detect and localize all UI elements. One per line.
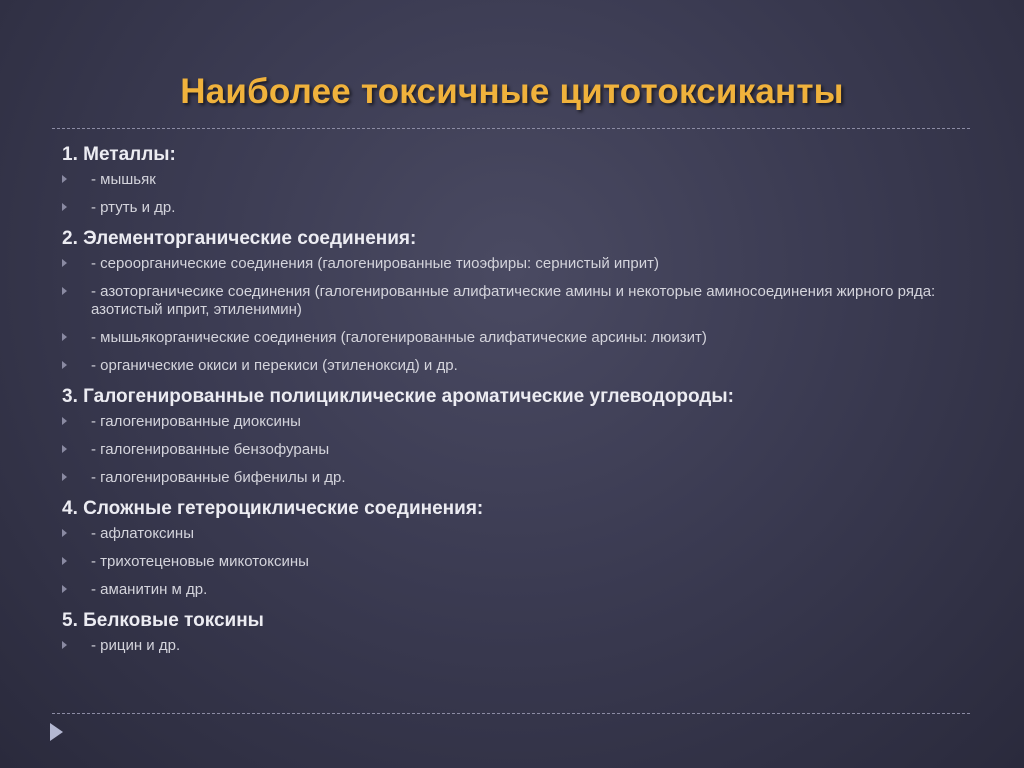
- list-item: [62, 637, 962, 655]
- list-item-text: - ртуть и др.: [91, 199, 176, 216]
- section-heading: 4. Сложные гетероциклические соединения:: [62, 498, 484, 519]
- list-item-text: - галогенированные бензофураны: [91, 441, 330, 458]
- list-item-text: - рицин и др.: [91, 637, 181, 654]
- list-item-text: - сероорганические соединения (галогенированные тиоэфиры: сернистый иприт): [91, 255, 659, 272]
- list-item: [62, 199, 962, 217]
- section-heading: 5. Белковые токсины: [62, 610, 264, 631]
- list-item-text: - афлатоксины: [91, 525, 195, 542]
- list-item-text: - азоторганичесике соединения (галогенированные алифатические амины и некоторые аминосоединения жирного ряда: азотистый иприт, этиленимин): [91, 283, 936, 318]
- list-item-text: - органические окиси и перекиси (этиленоксид) и др.: [91, 357, 458, 374]
- triangle-bullet-icon: [62, 417, 67, 425]
- list-item: [62, 413, 962, 431]
- list-item-text: - галогенированные бифенилы и др.: [91, 469, 346, 486]
- list-item: [62, 441, 962, 459]
- list-item: [62, 255, 962, 273]
- slide-content: [62, 140, 962, 665]
- list-item: [62, 525, 962, 543]
- triangle-bullet-icon: [62, 557, 67, 565]
- next-slide-arrow-icon[interactable]: [50, 723, 63, 741]
- triangle-bullet-icon: [62, 361, 67, 369]
- list-item: [62, 469, 962, 487]
- list-item: [62, 329, 962, 347]
- section-heading: 2. Элементорганические соединения:: [62, 228, 417, 249]
- title-divider: [52, 128, 970, 129]
- section-organoelement: [62, 227, 962, 375]
- list-item: [62, 357, 962, 375]
- list-item: [62, 581, 962, 599]
- section-halogenated-pah: [62, 385, 962, 487]
- triangle-bullet-icon: [62, 585, 67, 593]
- list-item: [62, 283, 962, 319]
- section-heterocyclic: [62, 497, 962, 599]
- triangle-bullet-icon: [62, 203, 67, 211]
- section-heading: 3. Галогенированные полициклические ароматические углеводороды:: [62, 386, 734, 407]
- section-protein-toxins: [62, 609, 962, 655]
- slide-title: Наиболее токсичные цитотоксиканты: [180, 72, 844, 111]
- list-item-text: - мышьяк: [91, 171, 156, 188]
- section-metals: [62, 143, 962, 217]
- list-item: [62, 171, 962, 189]
- triangle-bullet-icon: [62, 259, 67, 267]
- triangle-bullet-icon: [62, 333, 67, 341]
- footer-divider: [52, 713, 970, 714]
- triangle-bullet-icon: [62, 175, 67, 183]
- list-item: [62, 553, 962, 571]
- list-item-text: - галогенированные диоксины: [91, 413, 301, 430]
- triangle-bullet-icon: [62, 641, 67, 649]
- triangle-bullet-icon: [62, 529, 67, 537]
- triangle-bullet-icon: [62, 445, 67, 453]
- list-item-text: - мышьякорганические соединения (галогенированные алифатические арсины: люизит): [91, 329, 707, 346]
- list-item-text: - трихотеценовые микотоксины: [91, 553, 309, 570]
- section-heading: 1. Металлы:: [62, 144, 176, 165]
- triangle-bullet-icon: [62, 287, 67, 295]
- triangle-bullet-icon: [62, 473, 67, 481]
- list-item-text: - аманитин м др.: [91, 581, 208, 598]
